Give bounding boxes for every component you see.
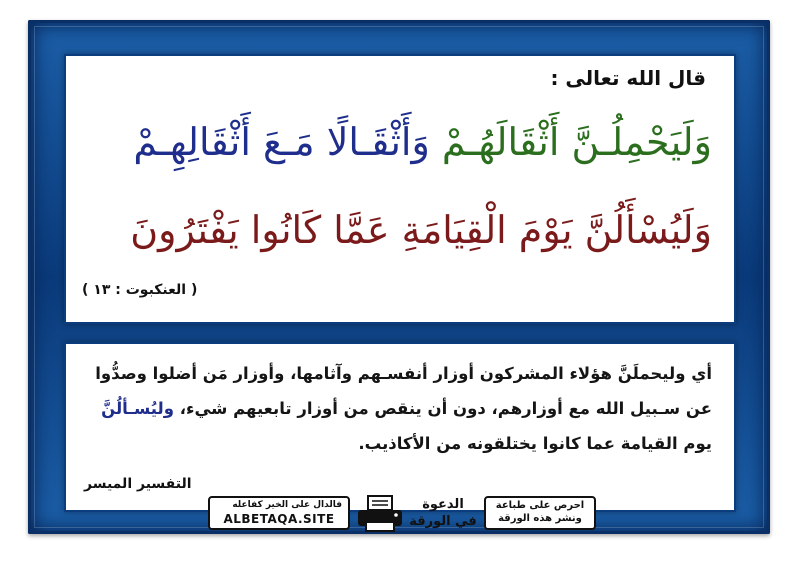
tafsir-line-1: أي وليحملَنَّ هؤلاء المشركون أوزار أنفسـهم وآثامها، وأوزار مَن أضلوا وصدُّوا <box>95 364 712 383</box>
tafsir-source: التفسير الميسر <box>84 476 192 492</box>
footer-print-line-1: احرص على طباعة <box>495 500 585 511</box>
printer-icon <box>354 494 406 534</box>
tafsir-line-2 <box>88 391 712 426</box>
tafsir-text <box>88 356 712 461</box>
tafsir-line-2-a: عن سـبيل الله مع أوزارهم، دون أن ينقص من أوزار تابعيهم شيء، <box>174 399 712 418</box>
verse-line-1 <box>84 122 712 164</box>
footer-site-box <box>208 496 350 530</box>
verse-panel <box>66 56 734 322</box>
intro-text: قال الله تعالى : <box>550 66 706 90</box>
tafsir-panel <box>66 344 734 510</box>
footer-site-link[interactable]: ALBETAQA.SITE <box>223 512 335 526</box>
verse-line-2: وَلَيُسْأَلُنَّ يَوْمَ الْقِيَامَةِ عَمَّا كَانُوا يَفْتَرُونَ <box>130 208 712 252</box>
logo-line-1: الدعوة <box>422 497 464 512</box>
verse-line-1-green: وَلَيَحْمِلُـنَّ أَثْقَالَهُـمْ <box>441 120 712 164</box>
footer-motto: فالدال على الخير كفاعله <box>232 500 342 510</box>
surah-reference: ( العنكبوت : ١٣ ) <box>82 282 198 298</box>
logo-line-2: في الورقة <box>409 514 477 529</box>
tafsir-line-3: يوم القيامة عما كانوا يختلقونه من الأكاذيب. <box>358 434 712 453</box>
dawah-logo <box>408 496 478 532</box>
footer-print-line-2: ونشر هذه الورقة <box>498 513 582 524</box>
verse-line-1-blue: وَأَثْقَـالًا مَـعَ أَثْقَالِهِـمْ <box>133 120 442 164</box>
tafsir-line-2-b: وليُسـألُنَّ <box>101 399 174 418</box>
footer-bar <box>208 494 596 534</box>
footer-print-box <box>484 496 596 530</box>
